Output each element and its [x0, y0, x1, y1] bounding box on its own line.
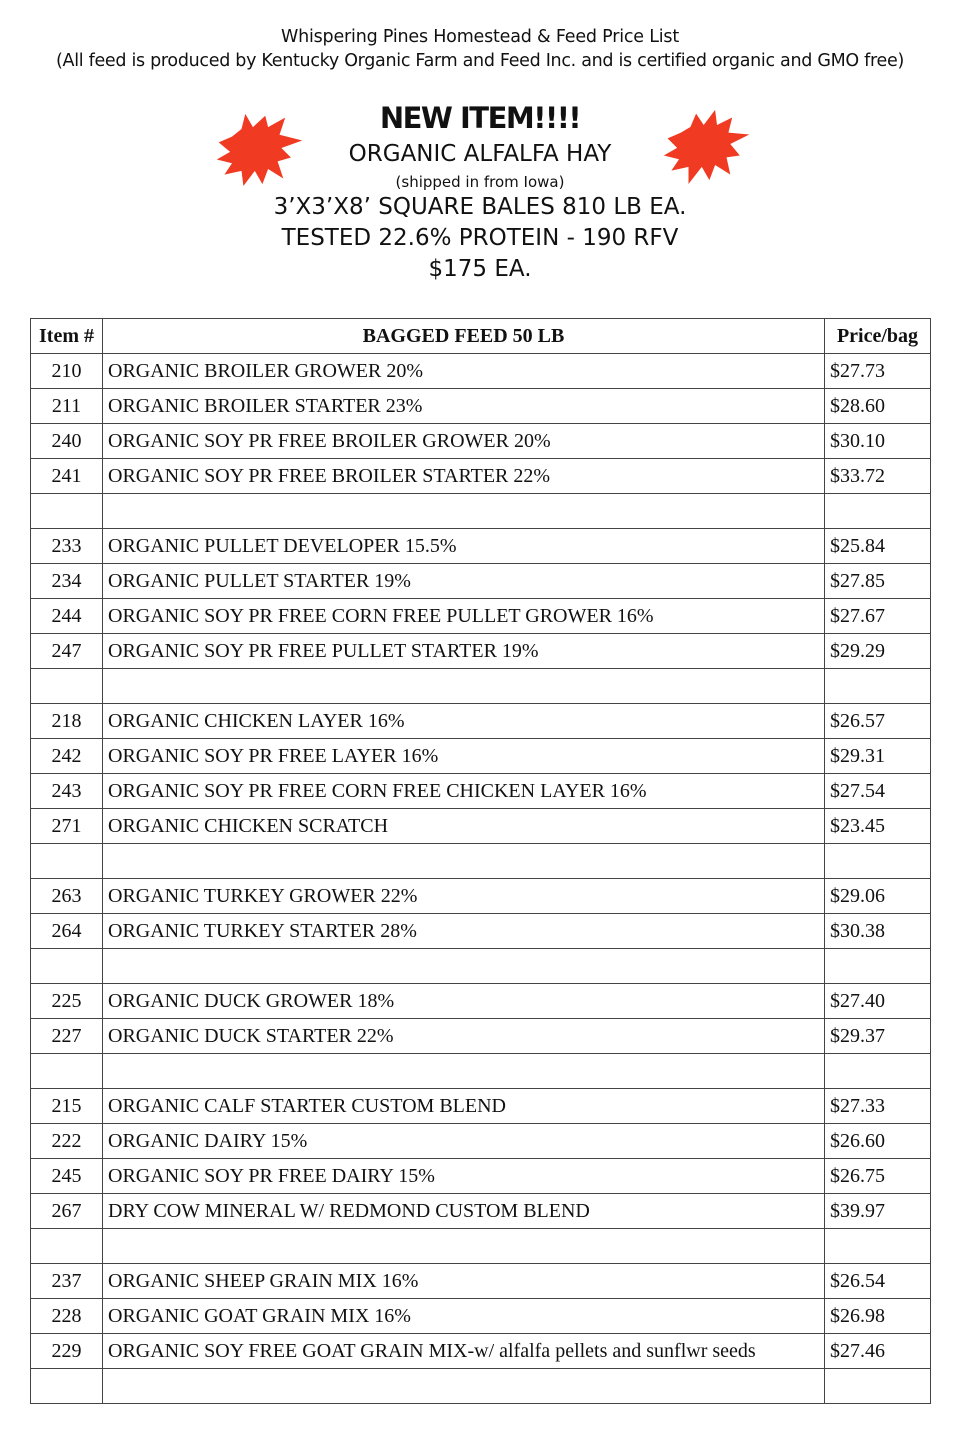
featured-product-price: $175 EA. — [428, 256, 532, 282]
product-name: ORGANIC BROILER GROWER 20% — [103, 354, 825, 389]
product-price: $26.57 — [825, 704, 931, 739]
product-price — [825, 669, 931, 704]
product-name — [103, 1369, 825, 1404]
table-row — [31, 424, 931, 459]
item-number: 234 — [31, 564, 103, 599]
item-number: 233 — [31, 529, 103, 564]
new-item-badge: NEW ITEM!!!! — [379, 101, 581, 135]
product-name: ORGANIC SOY PR FREE PULLET STARTER 19% — [103, 634, 825, 669]
table-row — [31, 1194, 931, 1229]
product-price: $29.06 — [825, 879, 931, 914]
spacer-row — [31, 949, 931, 984]
table-row — [31, 739, 931, 774]
featured-product-name: ORGANIC ALFALFA HAY — [348, 141, 612, 167]
item-number: 241 — [31, 459, 103, 494]
product-price: $26.98 — [825, 1299, 931, 1334]
product-price: $30.10 — [825, 424, 931, 459]
item-number: 218 — [31, 704, 103, 739]
featured-product-origin: (shipped in from Iowa) — [395, 173, 565, 191]
price-table — [30, 318, 931, 1404]
product-price: $27.33 — [825, 1089, 931, 1124]
table-row — [31, 529, 931, 564]
table-row — [31, 1019, 931, 1054]
product-name — [103, 844, 825, 879]
column-header-price: Price/bag — [825, 319, 931, 354]
column-header-item: Item # — [31, 319, 103, 354]
product-price: $28.60 — [825, 389, 931, 424]
product-price: $27.40 — [825, 984, 931, 1019]
product-name: ORGANIC DUCK GROWER 18% — [103, 984, 825, 1019]
product-name: DRY COW MINERAL W/ REDMOND CUSTOM BLEND — [103, 1194, 825, 1229]
product-name: ORGANIC SOY FREE GOAT GRAIN MIX-w/ alfalfa pellets and sunflwr seeds — [103, 1334, 825, 1369]
product-name: ORGANIC BROILER STARTER 23% — [103, 389, 825, 424]
product-name: ORGANIC GOAT GRAIN MIX 16% — [103, 1299, 825, 1334]
item-number: 244 — [31, 599, 103, 634]
product-name: ORGANIC CHICKEN SCRATCH — [103, 809, 825, 844]
product-price: $29.31 — [825, 739, 931, 774]
product-price: $33.72 — [825, 459, 931, 494]
table-row — [31, 564, 931, 599]
product-name: ORGANIC CHICKEN LAYER 16% — [103, 704, 825, 739]
item-number — [31, 844, 103, 879]
product-price: $27.67 — [825, 599, 931, 634]
item-number — [31, 1229, 103, 1264]
product-name: ORGANIC CALF STARTER CUSTOM BLEND — [103, 1089, 825, 1124]
table-row — [31, 389, 931, 424]
product-price: $39.97 — [825, 1194, 931, 1229]
table-row — [31, 354, 931, 389]
item-number — [31, 1054, 103, 1089]
product-name: ORGANIC PULLET STARTER 19% — [103, 564, 825, 599]
table-row — [31, 1299, 931, 1334]
item-number: 271 — [31, 809, 103, 844]
product-name: ORGANIC TURKEY GROWER 22% — [103, 879, 825, 914]
product-name: ORGANIC SOY PR FREE CORN FREE CHICKEN LAYER 16% — [103, 774, 825, 809]
product-price: $26.54 — [825, 1264, 931, 1299]
product-price: $27.46 — [825, 1334, 931, 1369]
product-name: ORGANIC TURKEY STARTER 28% — [103, 914, 825, 949]
table-row — [31, 634, 931, 669]
table-row — [31, 774, 931, 809]
product-name — [103, 949, 825, 984]
spacer-row — [31, 1229, 931, 1264]
spacer-row — [31, 1369, 931, 1404]
item-number — [31, 669, 103, 704]
table-row — [31, 1159, 931, 1194]
product-name — [103, 1229, 825, 1264]
item-number: 263 — [31, 879, 103, 914]
product-price: $25.84 — [825, 529, 931, 564]
table-row — [31, 704, 931, 739]
product-price: $29.29 — [825, 634, 931, 669]
table-row — [31, 1089, 931, 1124]
page-subtitle: (All feed is produced by Kentucky Organic Farm and Feed Inc. and is certified organic and GMO free) — [56, 51, 904, 71]
table-row — [31, 1334, 931, 1369]
item-number: 264 — [31, 914, 103, 949]
product-price — [825, 1229, 931, 1264]
product-name: ORGANIC SOY PR FREE BROILER GROWER 20% — [103, 424, 825, 459]
item-number: 237 — [31, 1264, 103, 1299]
item-number: 242 — [31, 739, 103, 774]
item-number: 229 — [31, 1334, 103, 1369]
page-title: Whispering Pines Homestead & Feed Price List — [280, 27, 680, 47]
product-price — [825, 844, 931, 879]
product-name: ORGANIC PULLET DEVELOPER 15.5% — [103, 529, 825, 564]
item-number — [31, 949, 103, 984]
product-name: ORGANIC SOY PR FREE BROILER STARTER 22% — [103, 459, 825, 494]
product-price — [825, 494, 931, 529]
item-number: 240 — [31, 424, 103, 459]
spacer-row — [31, 669, 931, 704]
item-number: 227 — [31, 1019, 103, 1054]
product-name: ORGANIC DUCK STARTER 22% — [103, 1019, 825, 1054]
item-number: 210 — [31, 354, 103, 389]
product-price — [825, 1369, 931, 1404]
item-number: 225 — [31, 984, 103, 1019]
table-row — [31, 809, 931, 844]
table-body — [31, 354, 931, 1404]
table-row — [31, 1124, 931, 1159]
product-name — [103, 669, 825, 704]
item-number: 247 — [31, 634, 103, 669]
product-name: ORGANIC SOY PR FREE DAIRY 15% — [103, 1159, 825, 1194]
product-name: ORGANIC SHEEP GRAIN MIX 16% — [103, 1264, 825, 1299]
product-name: ORGANIC SOY PR FREE LAYER 16% — [103, 739, 825, 774]
table-row — [31, 1264, 931, 1299]
product-price: $29.37 — [825, 1019, 931, 1054]
item-number: 267 — [31, 1194, 103, 1229]
spacer-row — [31, 1054, 931, 1089]
product-price — [825, 1054, 931, 1089]
item-number: 215 — [31, 1089, 103, 1124]
product-price: $27.85 — [825, 564, 931, 599]
spacer-row — [31, 494, 931, 529]
column-header-name: BAGGED FEED 50 LB — [103, 319, 825, 354]
table-row — [31, 984, 931, 1019]
featured-product-test: TESTED 22.6% PROTEIN - 190 RFV — [281, 225, 679, 251]
product-price: $27.54 — [825, 774, 931, 809]
item-number: 228 — [31, 1299, 103, 1334]
item-number — [31, 494, 103, 529]
product-price: $30.38 — [825, 914, 931, 949]
featured-product-size: 3’X3’X8’ SQUARE BALES 810 LB EA. — [273, 194, 687, 220]
product-price: $26.60 — [825, 1124, 931, 1159]
product-name: ORGANIC SOY PR FREE CORN FREE PULLET GROWER 16% — [103, 599, 825, 634]
item-number: 211 — [31, 389, 103, 424]
product-name — [103, 494, 825, 529]
table-row — [31, 459, 931, 494]
product-name: ORGANIC DAIRY 15% — [103, 1124, 825, 1159]
product-price: $26.75 — [825, 1159, 931, 1194]
item-number: 245 — [31, 1159, 103, 1194]
item-number: 243 — [31, 774, 103, 809]
table-row — [31, 914, 931, 949]
product-price — [825, 949, 931, 984]
item-number — [31, 1369, 103, 1404]
table-row — [31, 879, 931, 914]
product-price: $27.73 — [825, 354, 931, 389]
product-name — [103, 1054, 825, 1089]
product-price: $23.45 — [825, 809, 931, 844]
table-row — [31, 599, 931, 634]
table-header-row — [31, 319, 931, 354]
spacer-row — [31, 844, 931, 879]
item-number: 222 — [31, 1124, 103, 1159]
